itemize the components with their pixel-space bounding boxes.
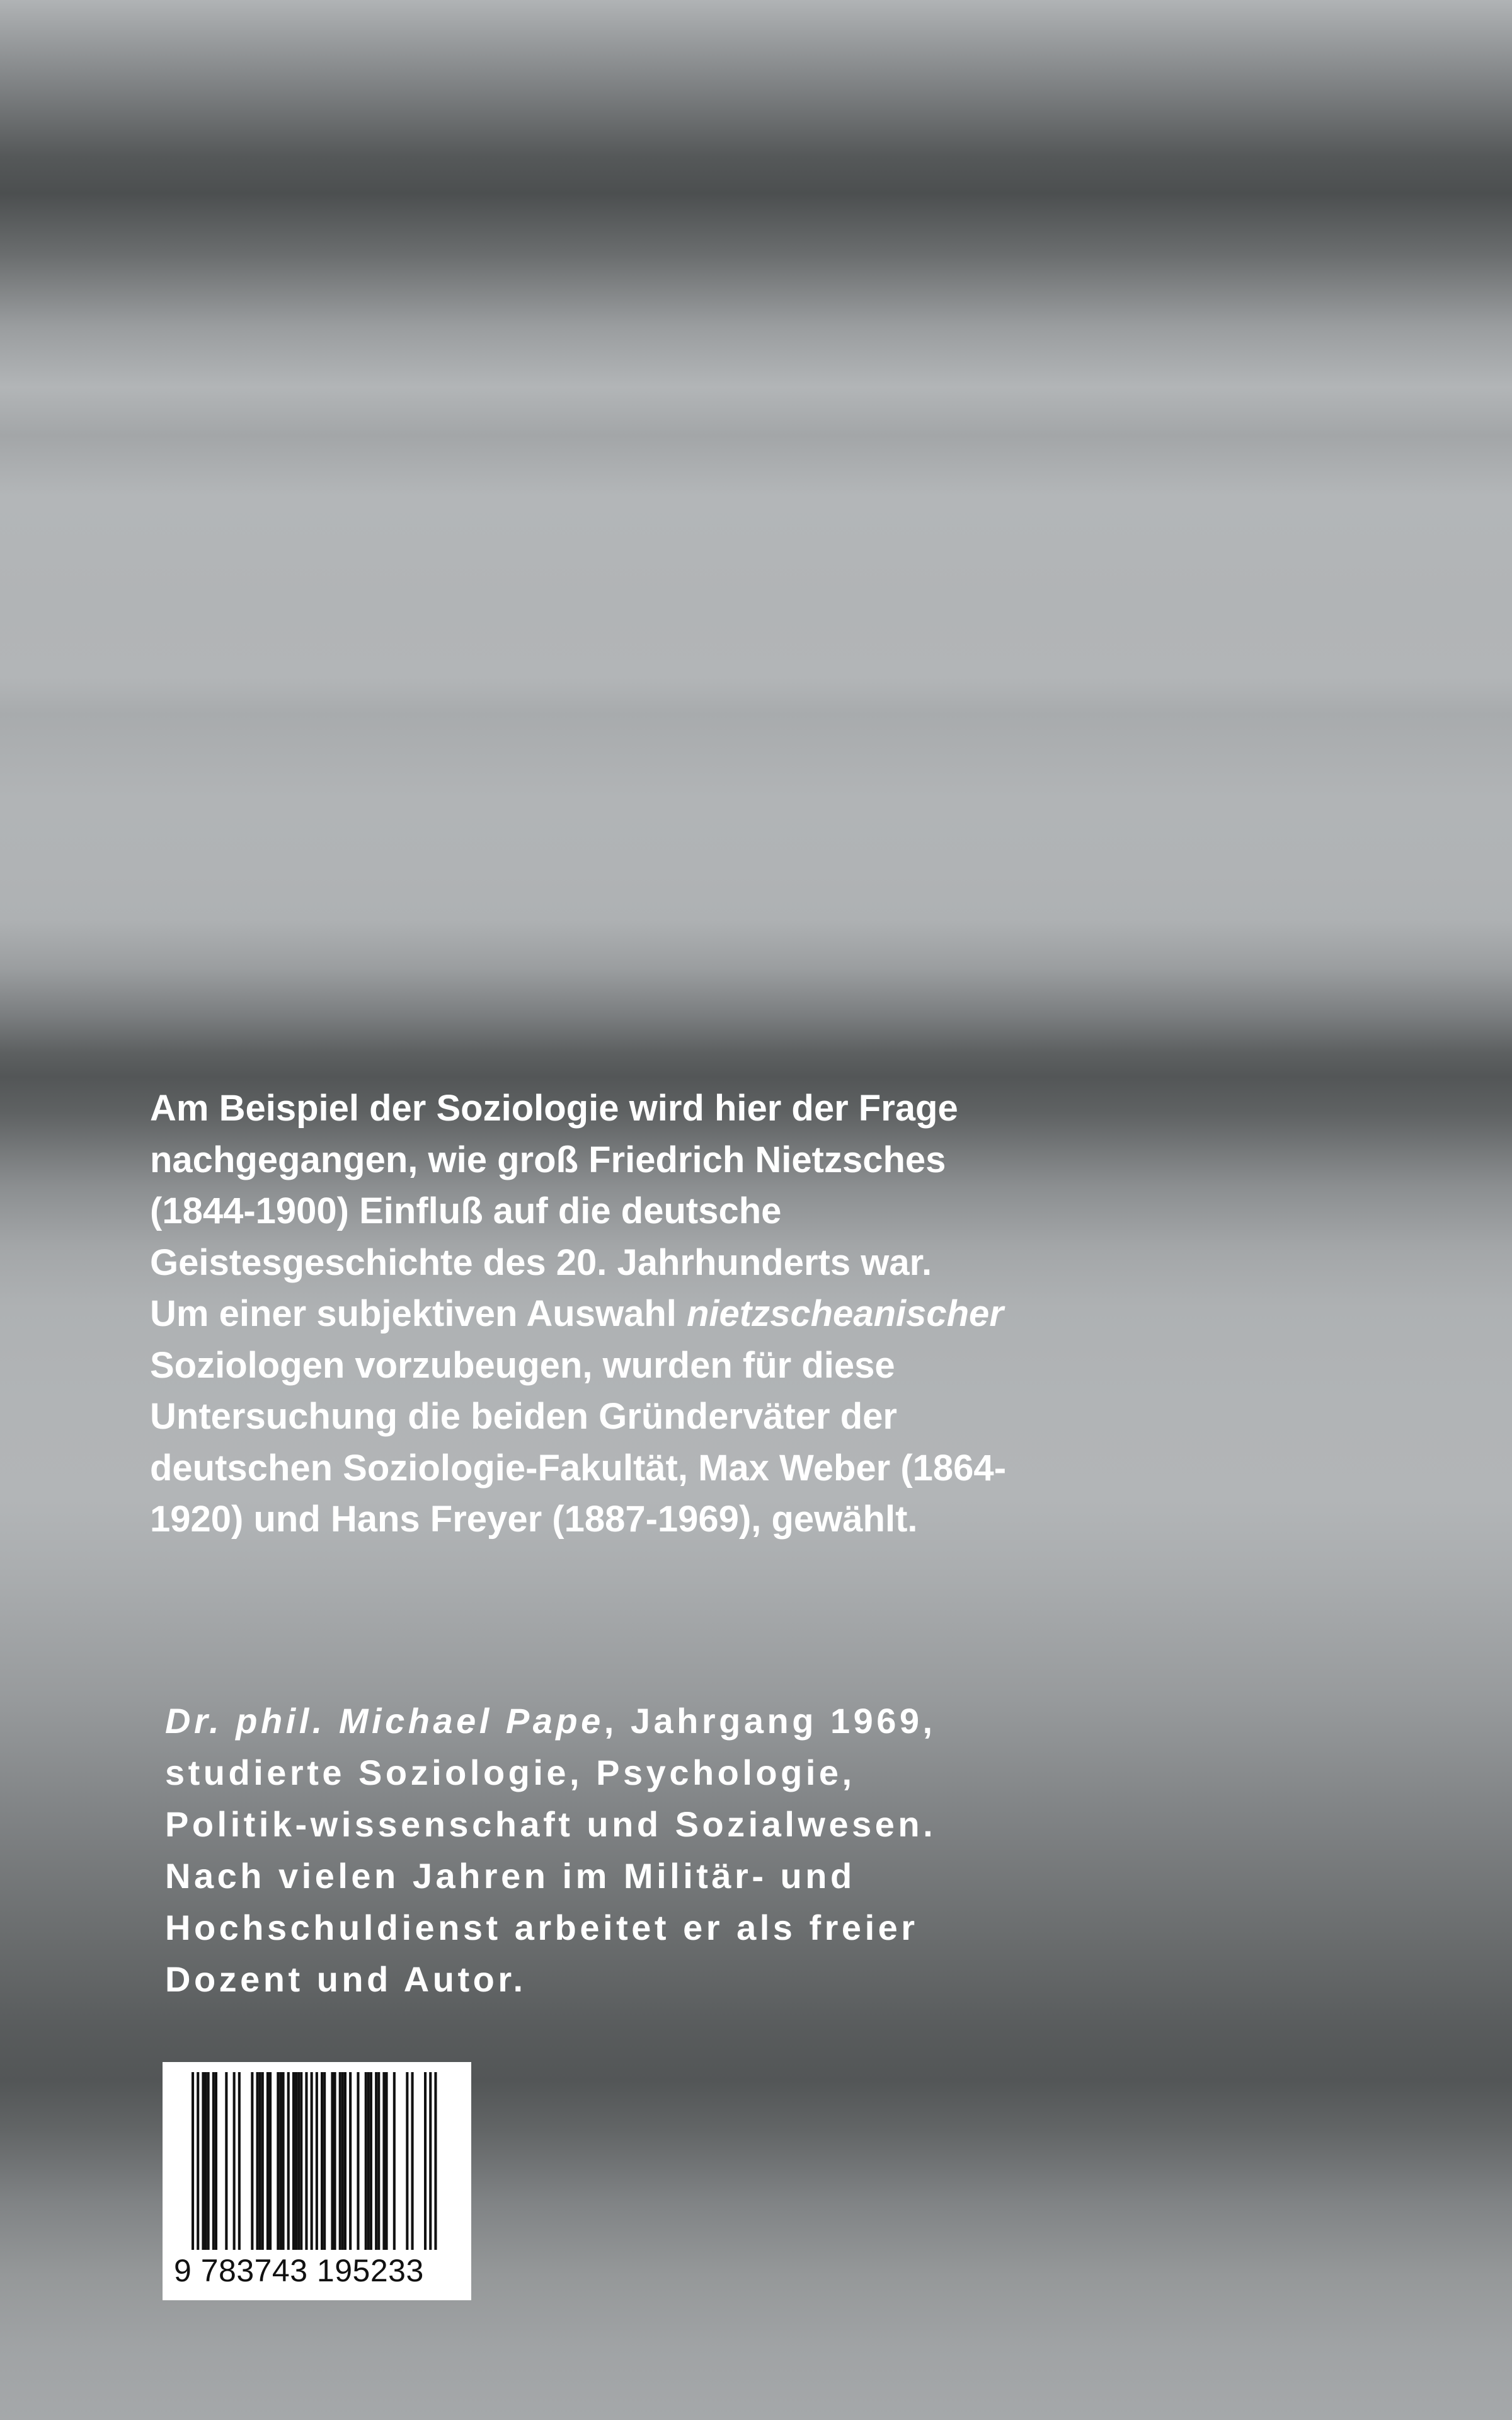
barcode-bar (424, 2072, 427, 2250)
barcode-bar (339, 2072, 341, 2250)
barcode-bar (225, 2072, 227, 2250)
barcode-bar (393, 2072, 396, 2250)
barcode-bar (406, 2072, 408, 2250)
barcode-bar (316, 2072, 318, 2250)
author-bio-line-2: studierte Soziologie, Psychologie, (165, 1753, 856, 1792)
barcode-bar (238, 2072, 241, 2250)
barcode-bar (300, 2072, 302, 2250)
barcode-bar (349, 2072, 352, 2250)
barcode-bar (233, 2072, 236, 2250)
barcode-bar (411, 2072, 414, 2250)
blurb-line-9: 1920) und Hans Freyer (1887-1969), gewählt. (150, 1499, 918, 1540)
author-name: Dr. phil. Michael Pape (165, 1701, 604, 1741)
barcode-bar (212, 2072, 215, 2250)
barcode-bar (331, 2072, 333, 2250)
barcode-bar (277, 2072, 279, 2250)
back-cover-blurb (150, 1083, 1221, 1545)
blurb-line-5: Um einer subjektiven Auswahl nietzscheanischer (150, 1293, 1004, 1334)
barcode-bar (305, 2072, 307, 2250)
barcode-bar (202, 2072, 204, 2250)
barcode-bar (334, 2072, 336, 2250)
blurb-line-6: Soziologen vorzubeugen, wurden für diese (150, 1344, 895, 1386)
barcode-bar (251, 2072, 253, 2250)
barcode-bar (382, 2072, 385, 2250)
barcode-bar (321, 2072, 323, 2250)
author-bio-line-1: Dr. phil. Michael Pape, Jahrgang 1969, (165, 1701, 936, 1741)
barcode-bar (292, 2072, 295, 2250)
barcode-bar (367, 2072, 370, 2250)
barcode-bar (269, 2072, 272, 2250)
author-bio (165, 1695, 1236, 2005)
barcode-bar (429, 2072, 432, 2250)
barcode-bar (341, 2072, 344, 2250)
blurb-line-8: deutschen Soziologie-Fakultät, Max Weber (1864- (150, 1447, 1007, 1489)
isbn-barcode (163, 2062, 471, 2300)
author-bio-line-4: Nach vielen Jahren im Militär- und (165, 1856, 856, 1896)
blurb-line-3: (1844-1900) Einfluß auf die deutsche (150, 1190, 782, 1231)
blurb-line-2: nachgegangen, wie groß Friedrich Nietzsches (150, 1139, 946, 1180)
barcode-bar (386, 2072, 388, 2250)
author-bio-line-6: Dozent und Autor. (165, 1959, 527, 1999)
barcode-bar (370, 2072, 372, 2250)
barcode-bar (375, 2072, 377, 2250)
barcode-bar (295, 2072, 297, 2250)
barcode-bar (377, 2072, 380, 2250)
barcode-bar (192, 2072, 194, 2250)
blurb-line-1: Am Beispiel der Soziologie wird hier der Frage (150, 1088, 958, 1129)
barcode-bars (163, 2062, 471, 2257)
barcode-bar (311, 2072, 313, 2250)
barcode-bar (287, 2072, 290, 2250)
barcode-bar (215, 2072, 217, 2250)
barcode-bar (261, 2072, 264, 2250)
barcode-bar (259, 2072, 261, 2250)
barcode-bar (297, 2072, 300, 2250)
blurb-line-7: Untersuchung die beiden Gründerväter der (150, 1396, 897, 1437)
barcode-bar (365, 2072, 367, 2250)
author-bio-line-3: Politik-wissenschaft und Sozialwesen. (165, 1804, 937, 1844)
barcode-bar (256, 2072, 259, 2250)
isbn-number: 9 783743 195233 (174, 2253, 424, 2288)
barcode-bar (434, 2072, 437, 2250)
barcode-bar (197, 2072, 199, 2250)
barcode-bar (323, 2072, 326, 2250)
barcode-bar (357, 2072, 359, 2250)
blurb-line-4: Geistesgeschichte des 20. Jahrhunderts war. (150, 1242, 932, 1283)
barcode-bar (282, 2072, 285, 2250)
barcode-bar (266, 2072, 269, 2250)
barcode-bar (279, 2072, 282, 2250)
author-bio-line-5: Hochschuldienst arbeitet er als freier (165, 1908, 919, 1947)
barcode-bar (205, 2072, 207, 2250)
barcode-bar (207, 2072, 210, 2250)
barcode-bar (344, 2072, 346, 2250)
blurb-emphasis: nietzscheanischer (687, 1293, 1004, 1334)
